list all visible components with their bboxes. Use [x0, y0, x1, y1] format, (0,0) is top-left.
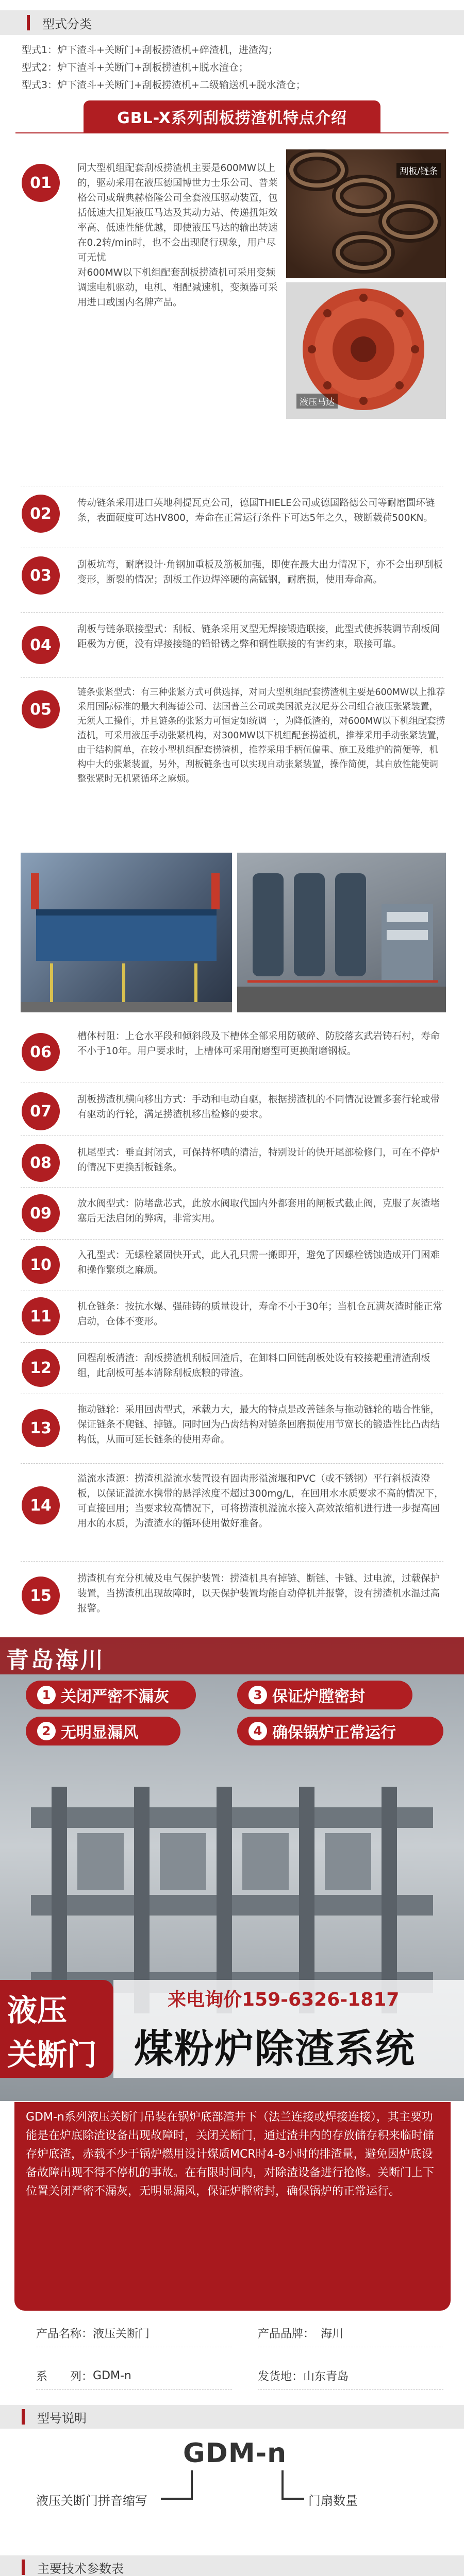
- params-heading: [0, 2555, 124, 2576]
- feature-number-14: 14: [22, 1486, 60, 1524]
- product-ship-value: 山东青岛: [303, 2370, 349, 2383]
- feature-number-06: 06: [22, 1033, 60, 1071]
- promo-phone[interactable]: 来电询价159-6326-1817: [168, 1989, 400, 2010]
- promo-pill-3: [237, 1681, 412, 1709]
- promo-pill-2: [26, 1717, 180, 1745]
- product-ship-row: [258, 2362, 443, 2390]
- divider: [21, 1463, 443, 1464]
- pill-text: 无明显漏风: [61, 1724, 138, 1742]
- product-name-row: [36, 2319, 232, 2347]
- divider: [21, 1561, 443, 1562]
- model-heading-text: 型号说明: [37, 2411, 87, 2426]
- type-line-2: 型式2：炉下渣斗+关断门+刮板捞渣机+脱水渣仓；: [22, 62, 248, 73]
- motor-photo-label: 液压马达: [296, 394, 338, 409]
- factory-illustration-2: [237, 853, 446, 1012]
- type-heading-text: 型式分类: [42, 16, 92, 31]
- feature-text-08: 机尾型式：垂直封闭式，可保持杯嗔的清洁，特别设计的快开尾部检修门，可在不停炉的情况下更换刮板链条。: [77, 1147, 440, 1173]
- feature-number-03: 03: [22, 556, 60, 595]
- feature-number-02: 02: [22, 495, 60, 533]
- promo-left-title-1: 液压: [7, 1993, 68, 2028]
- feature-number-15: 15: [22, 1577, 60, 1615]
- feature-number-09: 09: [22, 1194, 60, 1232]
- pill-number-icon: 3: [248, 1686, 267, 1704]
- feature-text-11: 机仓链条：按抗水爆、强硅铸的质量设计，寿命不小于30年；当机仓瓦满灰渣时能正常启动，仓体不变形。: [77, 1301, 443, 1327]
- model-code: GDM-n: [183, 2438, 287, 2469]
- type-heading: [0, 11, 92, 35]
- divider: [21, 1342, 443, 1343]
- product-brand-value: 海川: [321, 2328, 344, 2341]
- feature-number-12: 12: [22, 1349, 60, 1387]
- divider: [21, 612, 443, 613]
- type-line-3: 型式3：炉下渣斗+关断门+刮板捞渣机+二级输送机+脱水渣仓；: [22, 79, 306, 91]
- promo-banner: [0, 1637, 464, 2101]
- product-series-value: GDM-n: [93, 2369, 131, 2382]
- title-underline: [15, 132, 449, 133]
- feature-number-07: 07: [22, 1092, 60, 1130]
- pill-number-icon: 2: [37, 1722, 56, 1740]
- pill-number-icon: 4: [248, 1722, 267, 1740]
- promo-left-title-2: 关断门: [7, 2037, 97, 2072]
- promo-system-title: 煤粉炉除渣系统: [134, 2026, 416, 2072]
- type-line-1: 型式1：炉下渣斗+关断门+刮板捞渣机+碎渣机，进渣沟；: [22, 44, 278, 56]
- type-section: [0, 0, 464, 100]
- chain-photo: [286, 149, 446, 278]
- divider: [21, 677, 443, 678]
- feature-text-07: 刮板捞渣机横向移出方式：手动和电动自驱，根据捞渣机的不同情况设置多套行轮或带有驱动的行轮，满足捞渣机移出检修的要求。: [77, 1094, 440, 1120]
- feature-number-01: 01: [22, 164, 60, 202]
- factory-photo-2: [237, 853, 446, 1012]
- product-series-row: [36, 2362, 232, 2390]
- pill-text: 关闭严密不漏灰: [61, 1688, 169, 1706]
- product-name-value: 液压关断门: [93, 2328, 150, 2341]
- feature-number-10: 10: [22, 1246, 60, 1284]
- motor-photo: [286, 282, 446, 419]
- feature-number-04: 04: [22, 626, 60, 664]
- feature-number-13: 13: [22, 1409, 60, 1447]
- model-heading: [0, 2405, 87, 2429]
- feature-number-11: 11: [22, 1297, 60, 1335]
- promo-brand: 青岛海川: [6, 1647, 105, 1673]
- promo-left-title-box: [0, 1980, 113, 2078]
- intro-box: [14, 2102, 451, 2311]
- feature-text-09: 放水阀型式：防堵盘芯式，此放水阀取代国内外都套用的闸板式截止阀，克服了灰渣堵塞后无法启闭的弊病，非常实用。: [77, 1198, 440, 1224]
- feature-text-14: 溢流水渣源：捞渣机溢流水装置设有固齿形溢流堰和PVC（或不锈钢）平行斜板渣澄板，以保证溢流水携带的悬浮浓度不超过300mg/L，在回用水水质要求不高的情况下，可直接回用；当要求较高情况下，可将捞渣机溢流水接入高效浓缩机进行进一步提高回用水的水质，为渣渣水的循环使用做好准备。: [77, 1473, 444, 1529]
- feature-text-03: 刮板坑弯，耐磨设计·角钢加重板及筋板加强，即使在最大出力情况下，亦不会出现刮板变形，断裂的情况；刮板工作边焊淬硬的高锰钢，耐磨损，使用寿命高。: [77, 560, 443, 585]
- promo-pill-4: [237, 1717, 443, 1745]
- model-left-label: 液压关断门拼音缩写: [36, 2494, 147, 2508]
- feature-number-05: 05: [22, 690, 60, 728]
- promo-pill-1: [26, 1681, 196, 1709]
- product-series-label: 系 列：: [36, 2370, 93, 2383]
- pill-text: 保证炉膛密封: [272, 1688, 365, 1706]
- product-brand-label: 产品品牌：: [258, 2328, 315, 2341]
- model-right-label: 门扇数量: [308, 2494, 358, 2508]
- feature-text-12: 回程刮板清渣：刮板捞渣机刮板回渣后，在卸料口回链刮板处设有较接耙重清渣刮板组，此刮板可基本清除刮板底粮的带渣。: [77, 1353, 430, 1379]
- divider: [21, 1239, 443, 1240]
- product-ship-label: 发货地：: [258, 2370, 304, 2383]
- feature-text-13: 拖动链轮：采用回齿型式，承载力大，最大的特点是改善链条与拖动链轮的啮合性能，保证链条不爬链、掉链。同时回为凸齿结构对链条回磨损使用节宽长的锻造性比凸齿结构低，从而可延长链条的使用寿命。: [77, 1404, 440, 1445]
- features-title-banner: [84, 100, 380, 132]
- divider: [21, 1187, 443, 1188]
- features-title: GBL-X系列刮板捞渣机特点介绍: [117, 109, 347, 127]
- feature-text-05: 链条张紧型式：有三种张紧方式可供选择，对同大型机组配套捞渣机主要是600MW以上推荐采用国际标准的最大利海德公司、法国普兰公司或美国派克汉尼芬公司组合液压张紧装置，无须人工操作，并且链条的张紧力可恒定如统调一，为降低渣的，对600MW以下机组配套捞渣机，可采用液压手动张紧机构，对300MW以下机组配套捞渣机，推荐采用手动张紧装置，由于结构简单，在较小型机组配套捞渣机，推荐采用手柄伍偏重、施工及维护的简便等，机构中大的张紧装置，另外，刮板链条也可以实现自动张紧装置，操作简便，其自放性能使调整张紧时无机紧循环之麻烦。: [77, 687, 445, 784]
- feature-text-10: 入孔型式：无螺栓紧固快开式，此人孔只需一搬即开，避免了因螺栓锈蚀造成开门困难和操作繁琐之麻烦。: [77, 1250, 440, 1276]
- product-name-label: 产品名称：: [36, 2328, 93, 2341]
- pill-number-icon: 1: [37, 1686, 56, 1704]
- feature-number-08: 08: [22, 1144, 60, 1182]
- feature-text-04: 刮板与链条联接型式：刮板、链条采用叉型无焊接锻造联接，此型式使拆装调节刮板间距极为方便，没有焊接接缝的铅铅锈之弊和钢性联接的有害约束，联接可靠。: [77, 624, 440, 650]
- feature-text-06: 槽体村阻：上仓水平段和倾斜段及下槽体全部采用防破碎、防胶落玄武岩铸石村，寿命不小于10年。用户要求时，上槽体可采用耐磨型可更换耐磨钢板。: [77, 1031, 440, 1057]
- feature-text-15: 捞渣机有充分机械及电气保护装置：捞渣机具有掉链、断链、卡链、过电流，过载保护装置，当捞渣机出现故障时，以天保护装置均能自动停机并报警，设有捞渣机水温过高报警。: [77, 1573, 440, 1614]
- params-heading-text: 主要技术参数表: [37, 2561, 124, 2576]
- chain-photo-label: 刮板/链条: [396, 163, 441, 178]
- divider: [21, 1135, 443, 1136]
- product-brand-row: [258, 2319, 443, 2347]
- feature-text-02: 传动链条采用进口英地利提瓦克公司，德国THIELE公司或德国路德公司等耐磨圆环链条，表面硬度可达HV800，寿命在正常运行条件下可达5年之久，破断载荷500KN。: [77, 498, 435, 523]
- factory-photo-1: [21, 853, 232, 1012]
- pill-text: 确保锅炉正常运行: [272, 1724, 396, 1742]
- intro-text: GDM-n系列液压关断门吊装在锅炉底部渣井下（法兰连接或焊接连接），其主要功能是在炉底除渣设备出现故障时，关闭关断门，通过渣井内的存放储存积来临时储存炉底渣，赤载不少于锅炉燃用设计煤质MCR时4-8小时的排渣量，避免因炉底设备故障出现不得不停机的事故。在有限时间内，对除渣设备进行抢修。关断门上下位置关闭严密不漏灰，无明显漏风，保证炉膛密封，确保锅炉的正常运行。: [26, 2111, 435, 2198]
- factory-illustration-1: [21, 853, 232, 1012]
- feature-text-01: 同大型机组配套刮板捞渣机主要是600MW以上的，驱动采用在液压德国博世力士乐公司、普莱格公司或瑞典赫格隆公司全套液压驱动装置，包括低速大扭矩液压马达及其动力站、传递扭矩效率高、低速性能优越，即使液压马达的输出转速在0.2转/min时，也不会出现爬行现象，用户尽可无忧 对600MW以下机组配套刮板捞渣机可采用变频调速电机驱动，电机、相配减速机，变频器可采用进口或国内名牌产品。: [77, 163, 278, 308]
